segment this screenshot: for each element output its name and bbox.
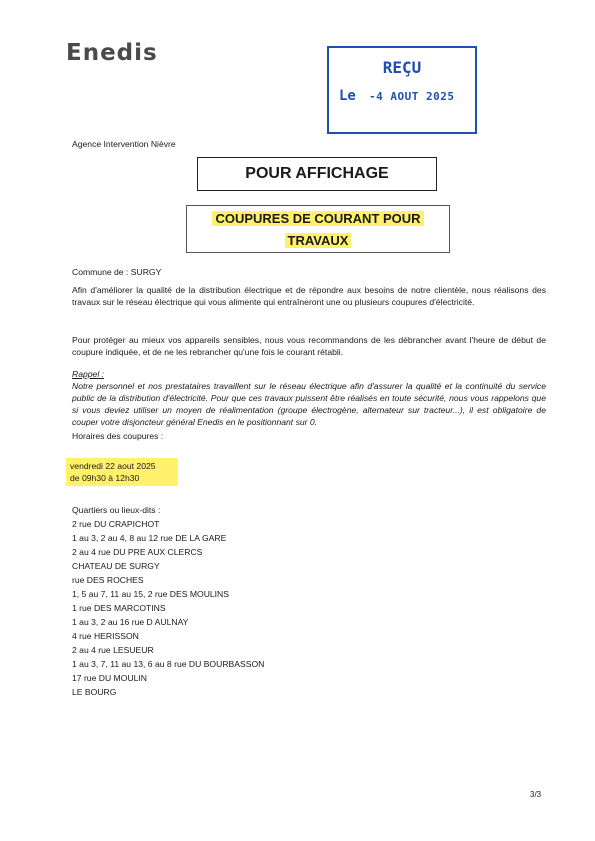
advice-paragraph: Pour protéger au mieux vos appareils sensibles, nous vous recommandons de les débrancher avant l'heure de début de coupure indiquée, et de ne les rebrancher qu'une fois le courant rétabli. bbox=[72, 335, 546, 357]
commune: Commune de : SURGY bbox=[72, 267, 162, 277]
address-list bbox=[72, 503, 264, 699]
list-item: 2 au 4 rue DU PRE AUX CLERCS bbox=[72, 547, 203, 557]
rappel-label: Rappel : bbox=[72, 369, 105, 379]
list-item: 2 au 4 rue LESUEUR bbox=[72, 645, 154, 655]
schedule-date: vendredi 22 aout 2025 bbox=[70, 461, 156, 471]
hours-label: Horaires des coupures : bbox=[72, 431, 164, 441]
stamp-title: REÇU bbox=[382, 58, 422, 77]
headline-box bbox=[186, 205, 450, 253]
stamp-date: -4 AOUT 2025 bbox=[369, 90, 455, 103]
schedule-time: de 09h30 à 12h30 bbox=[70, 473, 140, 483]
stamp-le: Le bbox=[339, 88, 356, 104]
list-item: 1 au 3, 7, 11 au 13, 6 au 8 rue DU BOURBASSON bbox=[72, 659, 265, 669]
list-item: 4 rue HERISSON bbox=[72, 631, 139, 641]
poster-label: POUR AFFICHAGE bbox=[245, 165, 389, 182]
quarters-label: Quartiers ou lieux-dits : bbox=[72, 505, 161, 515]
schedule-highlight bbox=[66, 458, 178, 486]
received-stamp bbox=[327, 46, 477, 134]
rappel-block bbox=[72, 368, 546, 428]
page-number: 3/3 bbox=[530, 790, 542, 799]
list-item: 1 rue DES MARCOTINS bbox=[72, 603, 166, 613]
list-item: 1 au 3, 2 au 4, 8 au 12 rue DE LA GARE bbox=[72, 533, 227, 543]
poster-label-box bbox=[197, 157, 437, 191]
list-item: 1, 5 au 7, 11 au 15, 2 rue DES MOULINS bbox=[72, 589, 229, 599]
agency-name: Agence Intervention Nièvre bbox=[72, 139, 176, 149]
list-item: 17 rue DU MOULIN bbox=[72, 673, 147, 683]
list-item: rue DES ROCHES bbox=[72, 575, 144, 585]
intro-paragraph: Afin d'améliorer la qualité de la distribution électrique et de répondre aux besoins de notre clientèle, nous réalisons des travaux sur le réseau électrique qui vous alimente qui entraîneront une ou plusieurs coupures d'électricité. bbox=[72, 285, 546, 307]
enedis-logo: Enedis bbox=[66, 40, 158, 66]
list-item: 1 au 3, 2 au 16 rue D AULNAY bbox=[72, 617, 189, 627]
headline-line1: COUPURES DE COURANT POUR bbox=[212, 211, 423, 226]
rappel-text: Notre personnel et nos prestataires travaillent sur le réseau électrique afin d'assurer la qualité et la continuité du service public de la distribution d'électricité. Pour que ces travaux puissent être réalisés en toute sécurité, nous vous rappelons que si vous deviez utiliser un moyen de réalimentation (groupe électrogène, alternateur sur tracteur...), il est obligatoire de couper votre disjoncteur général Enedis en le positionnant sur 0. bbox=[72, 381, 546, 427]
list-item: 2 rue DU CRAPICHOT bbox=[72, 519, 160, 529]
list-item: CHATEAU DE SURGY bbox=[72, 561, 160, 571]
list-item: LE BOURG bbox=[72, 687, 117, 697]
headline-line2: TRAVAUX bbox=[285, 233, 352, 248]
